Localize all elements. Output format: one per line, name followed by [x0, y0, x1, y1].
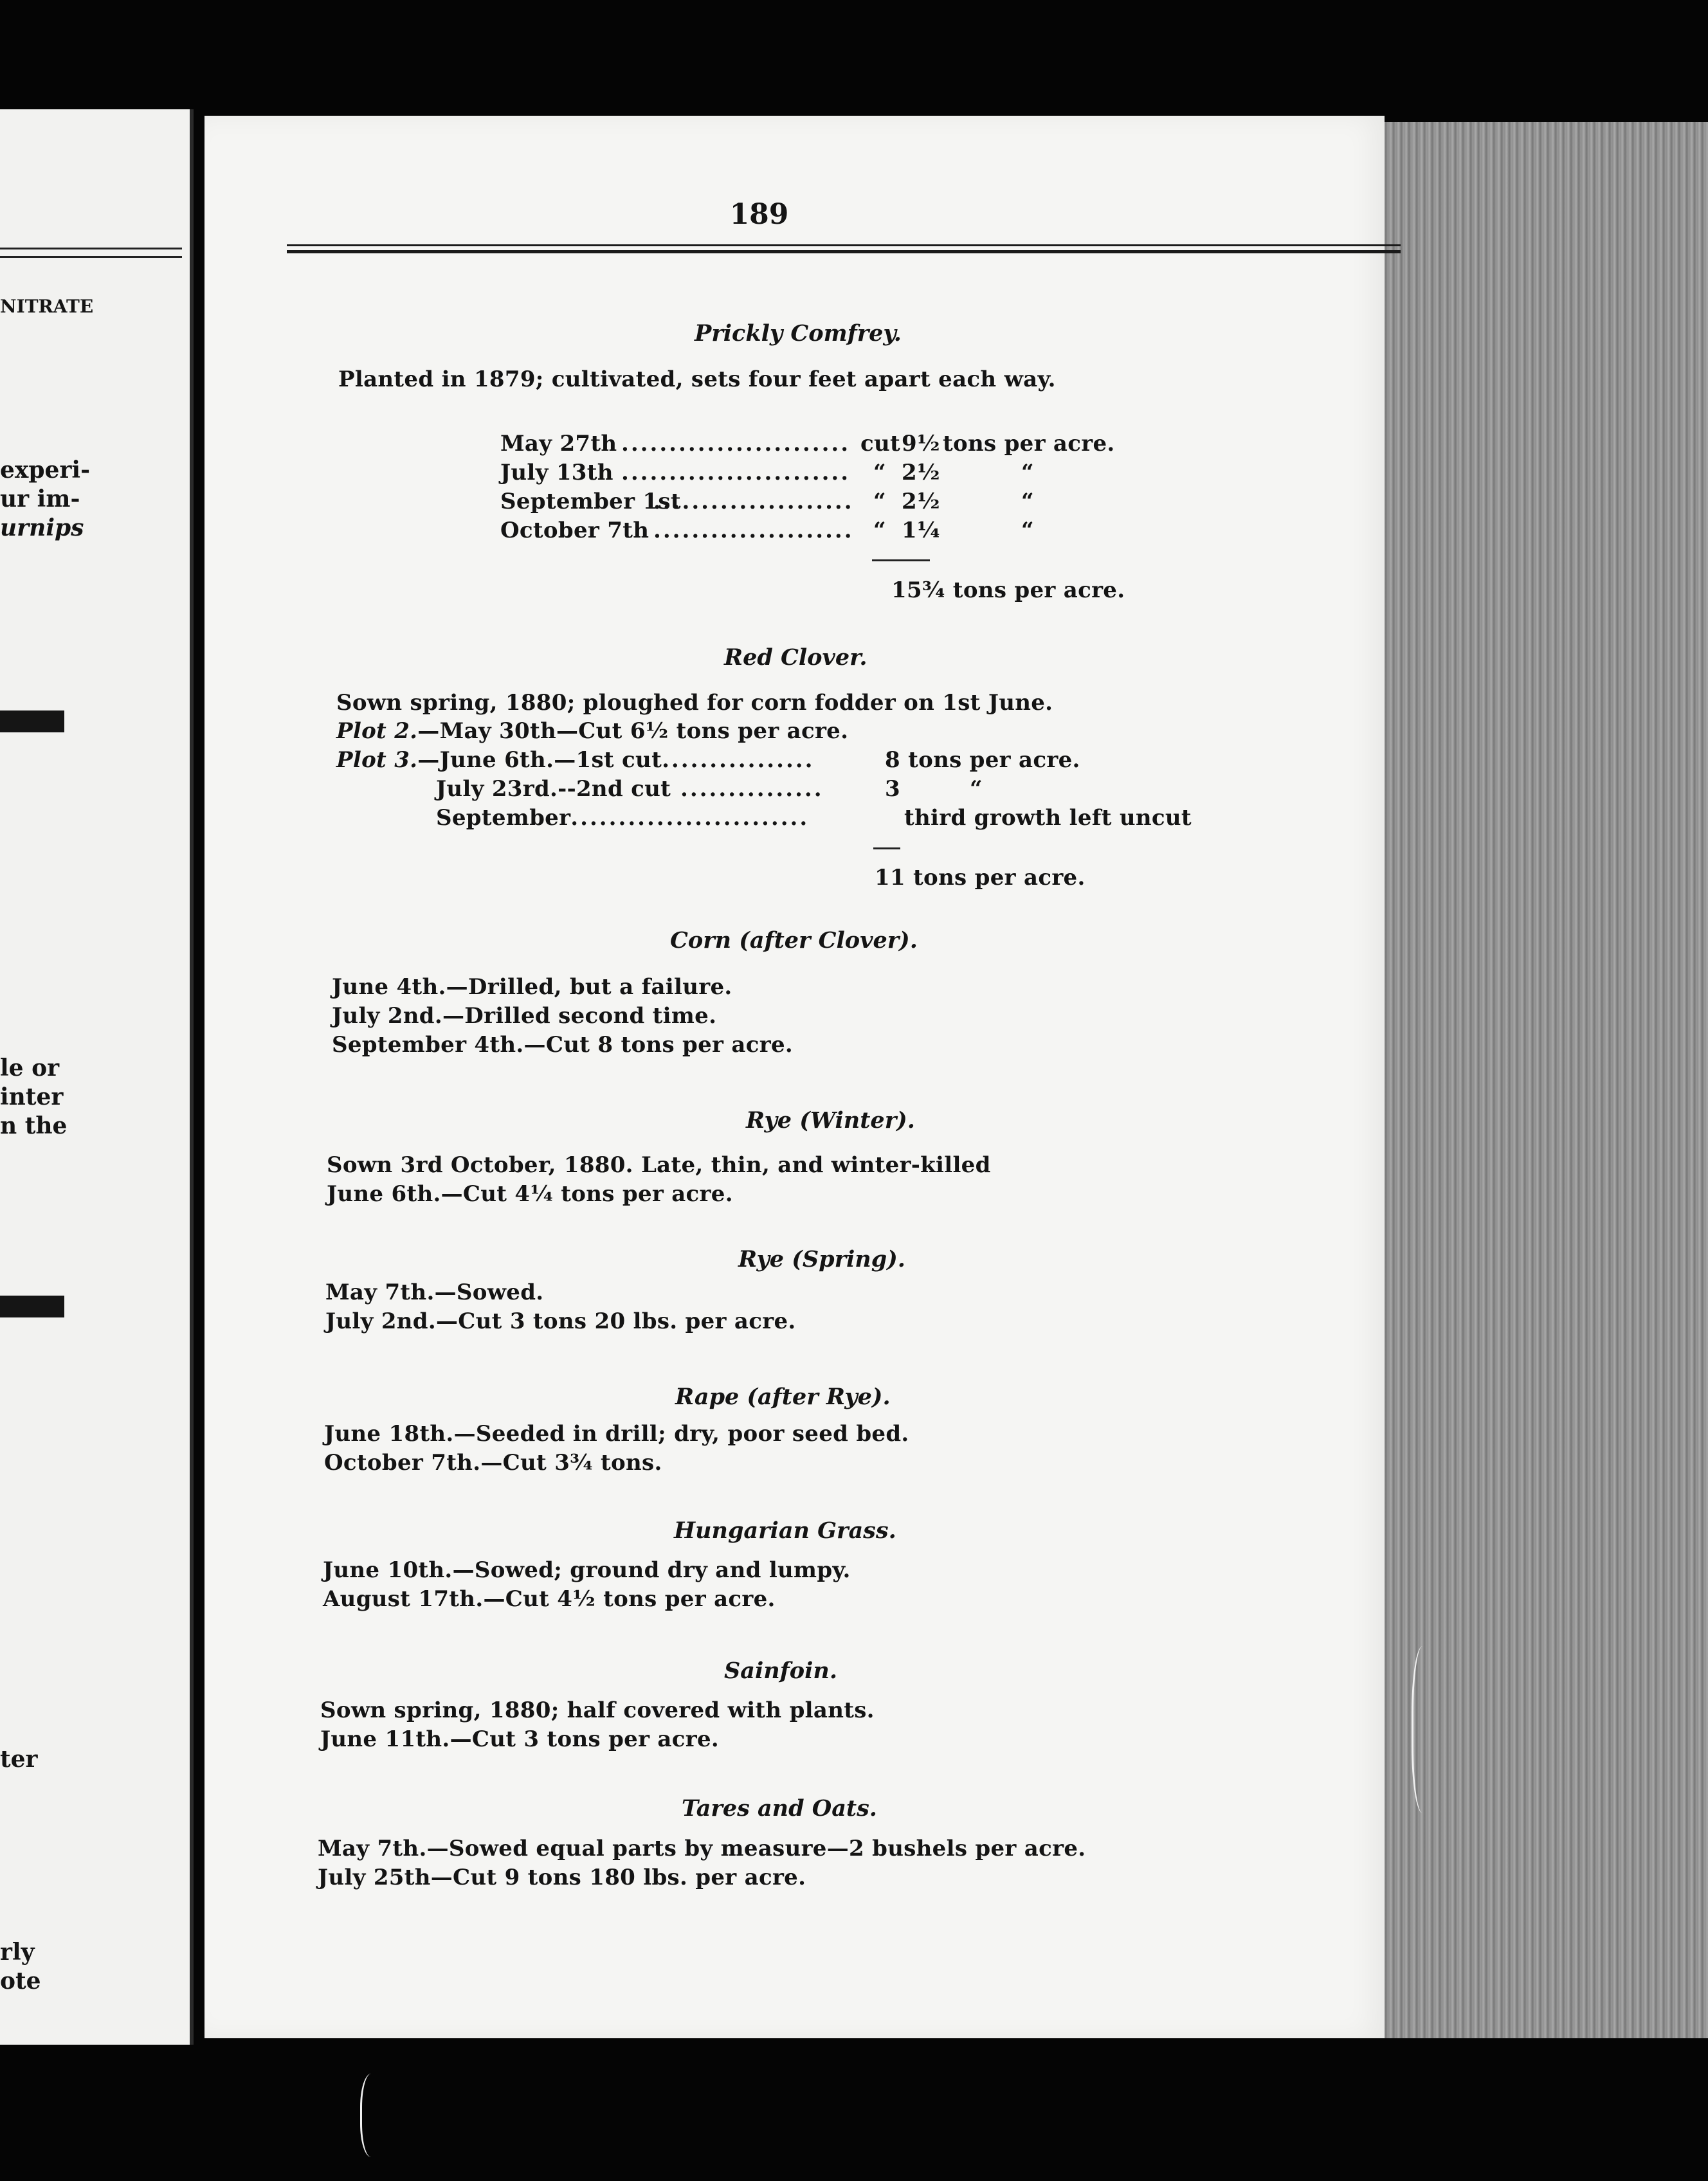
film-scratch	[360, 2074, 388, 2157]
header-rule-left	[0, 248, 182, 249]
fragment-line: urnips	[0, 514, 84, 541]
clover-plot2	[336, 718, 848, 744]
comfrey-intro: Planted in 1879; cultivated, sets four feet apart each way.	[338, 367, 1056, 392]
clover-july-ditto: “	[970, 776, 983, 802]
book-page	[204, 116, 1385, 2038]
comfrey-row-date: October 7th	[500, 518, 650, 543]
fragment-line: experi-	[0, 457, 91, 484]
rye-spring-line: July 2nd.—Cut 3 tons 20 lbs. per acre.	[325, 1308, 796, 1334]
tares-line: May 7th.—Sowed equal parts by measure—2 bushels per acre.	[318, 1836, 1086, 1861]
comfrey-row-date: July 13th	[500, 460, 613, 485]
rye-winter-line: June 6th.—Cut 4¼ tons per acre.	[327, 1181, 733, 1207]
dot-leader: ........................	[621, 460, 851, 485]
clover-sept-amount: third growth left uncut	[904, 805, 1192, 831]
comfrey-row-ditto: “	[1021, 518, 1034, 543]
dot-leader: .....................	[653, 518, 854, 543]
dot-leader: ................	[662, 747, 815, 773]
rape-line: October 7th.—Cut 3¾ tons.	[324, 1450, 662, 1476]
rye-winter-line: Sown 3rd October, 1880. Late, thin, and winter-killed	[327, 1152, 991, 1178]
fragment-line: ote	[0, 1968, 41, 1995]
comfrey-row-amount: 2½	[902, 460, 940, 485]
fragment-line: n the	[0, 1112, 68, 1139]
comfrey-total: 15¾ tons per acre.	[891, 577, 1125, 603]
plot-label: Plot 2.	[336, 718, 418, 744]
dot-leader: ........................	[621, 431, 851, 457]
comfrey-row-ditto: “	[1021, 489, 1034, 514]
section-heading-corn: Corn (after Clover).	[670, 927, 918, 954]
clover-september	[436, 805, 809, 831]
section-heading-rye-winter: Rye (Winter).	[746, 1107, 915, 1134]
comfrey-row-mark: “	[873, 460, 886, 485]
corn-line: June 4th.—Drilled, but a failure.	[332, 974, 732, 1000]
fragment-line: rly	[0, 1939, 35, 1966]
comfrey-row-date: May 27th	[500, 431, 617, 457]
tares-line: July 25th—Cut 9 tons 180 lbs. per acre.	[318, 1865, 806, 1890]
dot-leader: .....................	[653, 489, 854, 514]
section-heading-hungarian-grass: Hungarian Grass.	[674, 1517, 896, 1544]
section-heading-prickly-comfrey: Prickly Comfrey.	[695, 320, 902, 347]
section-heading-rape: Rape (after Rye).	[675, 1384, 891, 1410]
page-number: 189	[729, 198, 789, 231]
sainfoin-line: Sown spring, 1880; half covered with plants.	[320, 1697, 875, 1723]
comfrey-row-amount: 9½	[902, 431, 940, 457]
hungarian-line: June 10th.—Sowed; ground dry and lumpy.	[323, 1557, 851, 1583]
total-rule	[873, 847, 900, 849]
comfrey-row-amount: 1¼	[902, 518, 940, 543]
comfrey-row-date: September 1st	[500, 489, 681, 514]
fragment-line: inter	[0, 1083, 64, 1110]
corn-line: July 2nd.—Drilled second time.	[332, 1003, 717, 1029]
clover-total: 11 tons per acre.	[875, 865, 1086, 891]
previous-page-fragment	[0, 109, 194, 2045]
rape-line: June 18th.—Seeded in drill; dry, poor seed bed.	[324, 1421, 909, 1447]
section-heading-tares-and-oats: Tares and Oats.	[682, 1795, 877, 1822]
fragment-line: le or	[0, 1054, 60, 1081]
film-scratch	[1412, 1646, 1439, 1813]
plot-label: Plot 3.	[336, 747, 418, 773]
header-rule-left-2	[0, 256, 182, 258]
comfrey-row-unit: tons per acre.	[943, 431, 1115, 457]
comfrey-row-mark: cut	[860, 431, 901, 457]
plot-text: —June 6th.—1st cut	[417, 747, 662, 773]
hungarian-line: August 17th.—Cut 4½ tons per acre.	[323, 1586, 776, 1612]
fragment-line: ter	[0, 1746, 38, 1773]
section-heading-rye-spring: Rye (Spring).	[738, 1246, 905, 1272]
black-bar	[0, 710, 64, 732]
rye-spring-line: May 7th.—Sowed.	[325, 1280, 544, 1305]
section-heading-sainfoin: Sainfoin.	[724, 1658, 838, 1684]
comfrey-row-mark: “	[873, 489, 886, 514]
clover-line: Sown spring, 1880; ploughed for corn fodder on 1st June.	[336, 690, 1053, 716]
corn-line: September 4th.—Cut 8 tons per acre.	[332, 1032, 794, 1058]
dot-leader: ...............	[671, 776, 824, 802]
clover-plot3-amount: 8 tons per acre.	[885, 747, 1080, 773]
black-bar	[0, 1296, 64, 1317]
total-rule	[872, 559, 930, 561]
section-heading-red-clover: Red Clover.	[724, 644, 868, 671]
clover-plot3	[336, 747, 814, 773]
clover-july	[436, 776, 824, 802]
dot-leader: .........................	[570, 805, 810, 831]
sainfoin-line: June 11th.—Cut 3 tons per acre.	[320, 1726, 720, 1752]
fragment-line: NITRATE	[0, 296, 94, 317]
clover-july-amount: 3	[885, 776, 900, 802]
comfrey-row-mark: “	[873, 518, 886, 543]
fragment-line: ur im-	[0, 485, 80, 512]
header-rule	[287, 244, 1401, 253]
clover-july-text: July 23rd.--2nd cut	[436, 776, 671, 802]
comfrey-row-amount: 2½	[902, 489, 940, 514]
comfrey-row-ditto: “	[1021, 460, 1034, 485]
clover-sept-text: September	[436, 805, 571, 831]
plot-text: —May 30th—Cut 6½ tons per acre.	[417, 718, 849, 744]
